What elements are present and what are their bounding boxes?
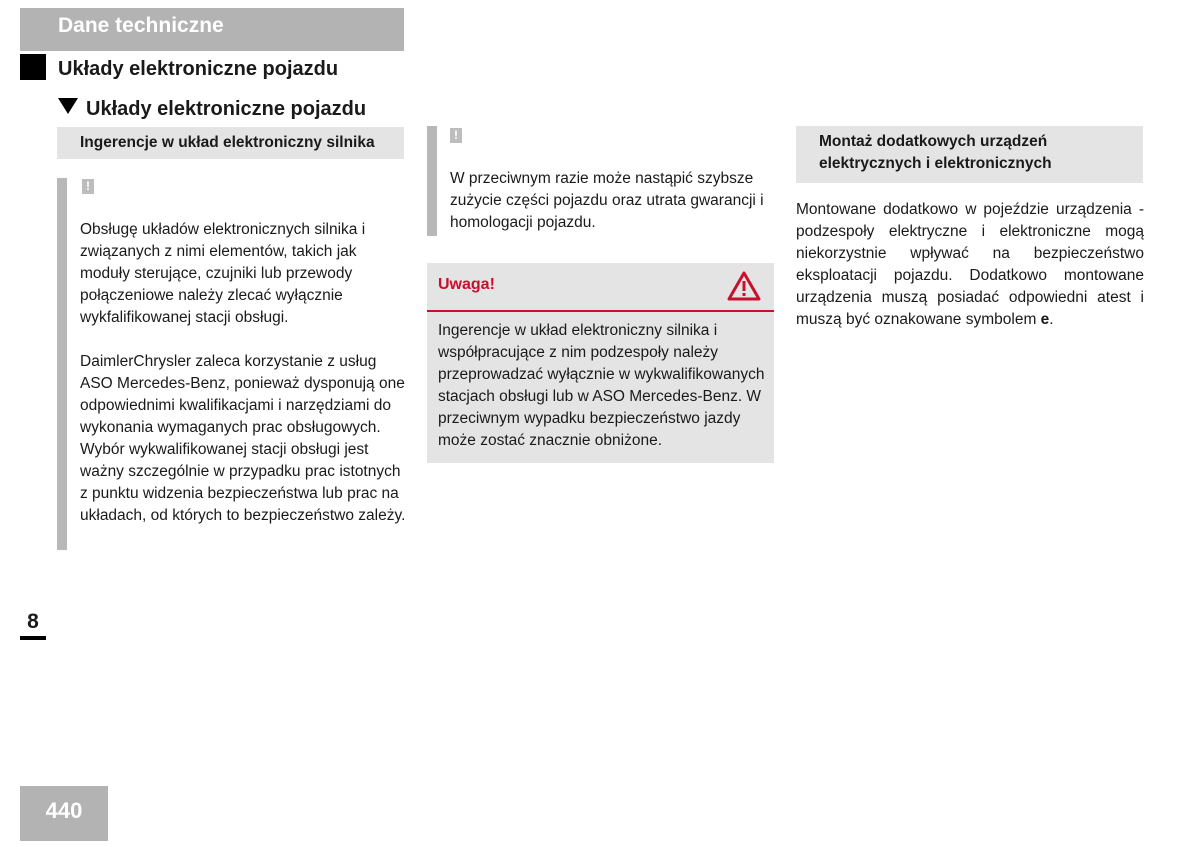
left-note-text	[80, 219, 410, 549]
chapter-tab-underline	[20, 636, 46, 640]
chapter-title: Dane techniczne	[58, 14, 224, 37]
middle-note-text: W przeciwnym razie może nastąpić szybsze zużycie części pojazdu oraz utrata gwarancji i homologacji pojazdu.	[450, 170, 764, 231]
additional-devices-text	[796, 199, 1144, 331]
additional-devices-text-main: Montowane dodatkowo w pojeździe urządzenia - podzespoły elektryczne i elektroniczne mogą niekorzystnie wpływać na bezpieczeństwo eksploatacji pojazdu. Dodatkowo montowane urządzenia muszą posiadać odpowiedni atest i muszą być oznakowane symbolem	[796, 201, 1144, 328]
page-number: 440	[45, 798, 83, 823]
exclamation-icon: !	[82, 179, 94, 194]
exclamation-icon: !	[450, 128, 462, 143]
note-rail	[427, 126, 437, 236]
additional-devices-text-end: .	[1049, 311, 1054, 328]
chapter-header-bar	[20, 8, 404, 51]
engine-electronics-heading: Ingerencje w układ elektroniczny silnika	[57, 127, 404, 159]
warning-divider	[427, 310, 774, 312]
subsection-title: Układy elektroniczne pojazdu	[86, 98, 367, 120]
warning-title: Uwaga!	[438, 276, 495, 293]
e-symbol: e	[1040, 311, 1050, 328]
note-rail	[57, 178, 67, 550]
page-number-box	[20, 786, 108, 841]
warning-triangle-icon	[727, 270, 761, 302]
left-paragraph-1: Obsługę układów elektronicznych silnika i związanych z nimi elementów, takich jak moduły sterujące, czujniki lub przewody połączeniowe należy zlecać wyłącznie wykfalifikowanej stacji obsługi.	[80, 221, 366, 326]
warning-text: Ingerencje w układ elektroniczny silnika i współpracujące z nim podzespoły należy przeprowadzać wyłącznie w wykwalifikowanych stacjach obsługi lub w ASO Mercedes-Benz. W przeciwnym wypadku bezpieczeństwo jazdy może zostać znacznie obniżone.	[438, 322, 765, 449]
additional-devices-heading: Montaż dodatkowych urządzeń elektrycznych i elektronicznych	[796, 126, 1143, 183]
section-title: Układy elektroniczne pojazdu	[58, 58, 339, 80]
left-paragraph-2: DaimlerChrysler zaleca korzystanie z usług ASO Mercedes-Benz, ponieważ dysponują one odpowiednimi kwalifikacjami i narzędziami do wykonania wymaganych prac obsługowych. Wybór wykwalifikowanej stacji obsługi jest ważny szczególnie w przypadku prac istotnych z punktu widzenia bezpieczeństwa lub prac na układach, od których to bezpieczeństwo zależy.	[80, 353, 406, 524]
triangle-down-icon	[58, 98, 78, 114]
section-marker	[20, 54, 46, 80]
chapter-tab-number: 8	[27, 610, 39, 633]
subsection-title-row	[58, 98, 366, 121]
